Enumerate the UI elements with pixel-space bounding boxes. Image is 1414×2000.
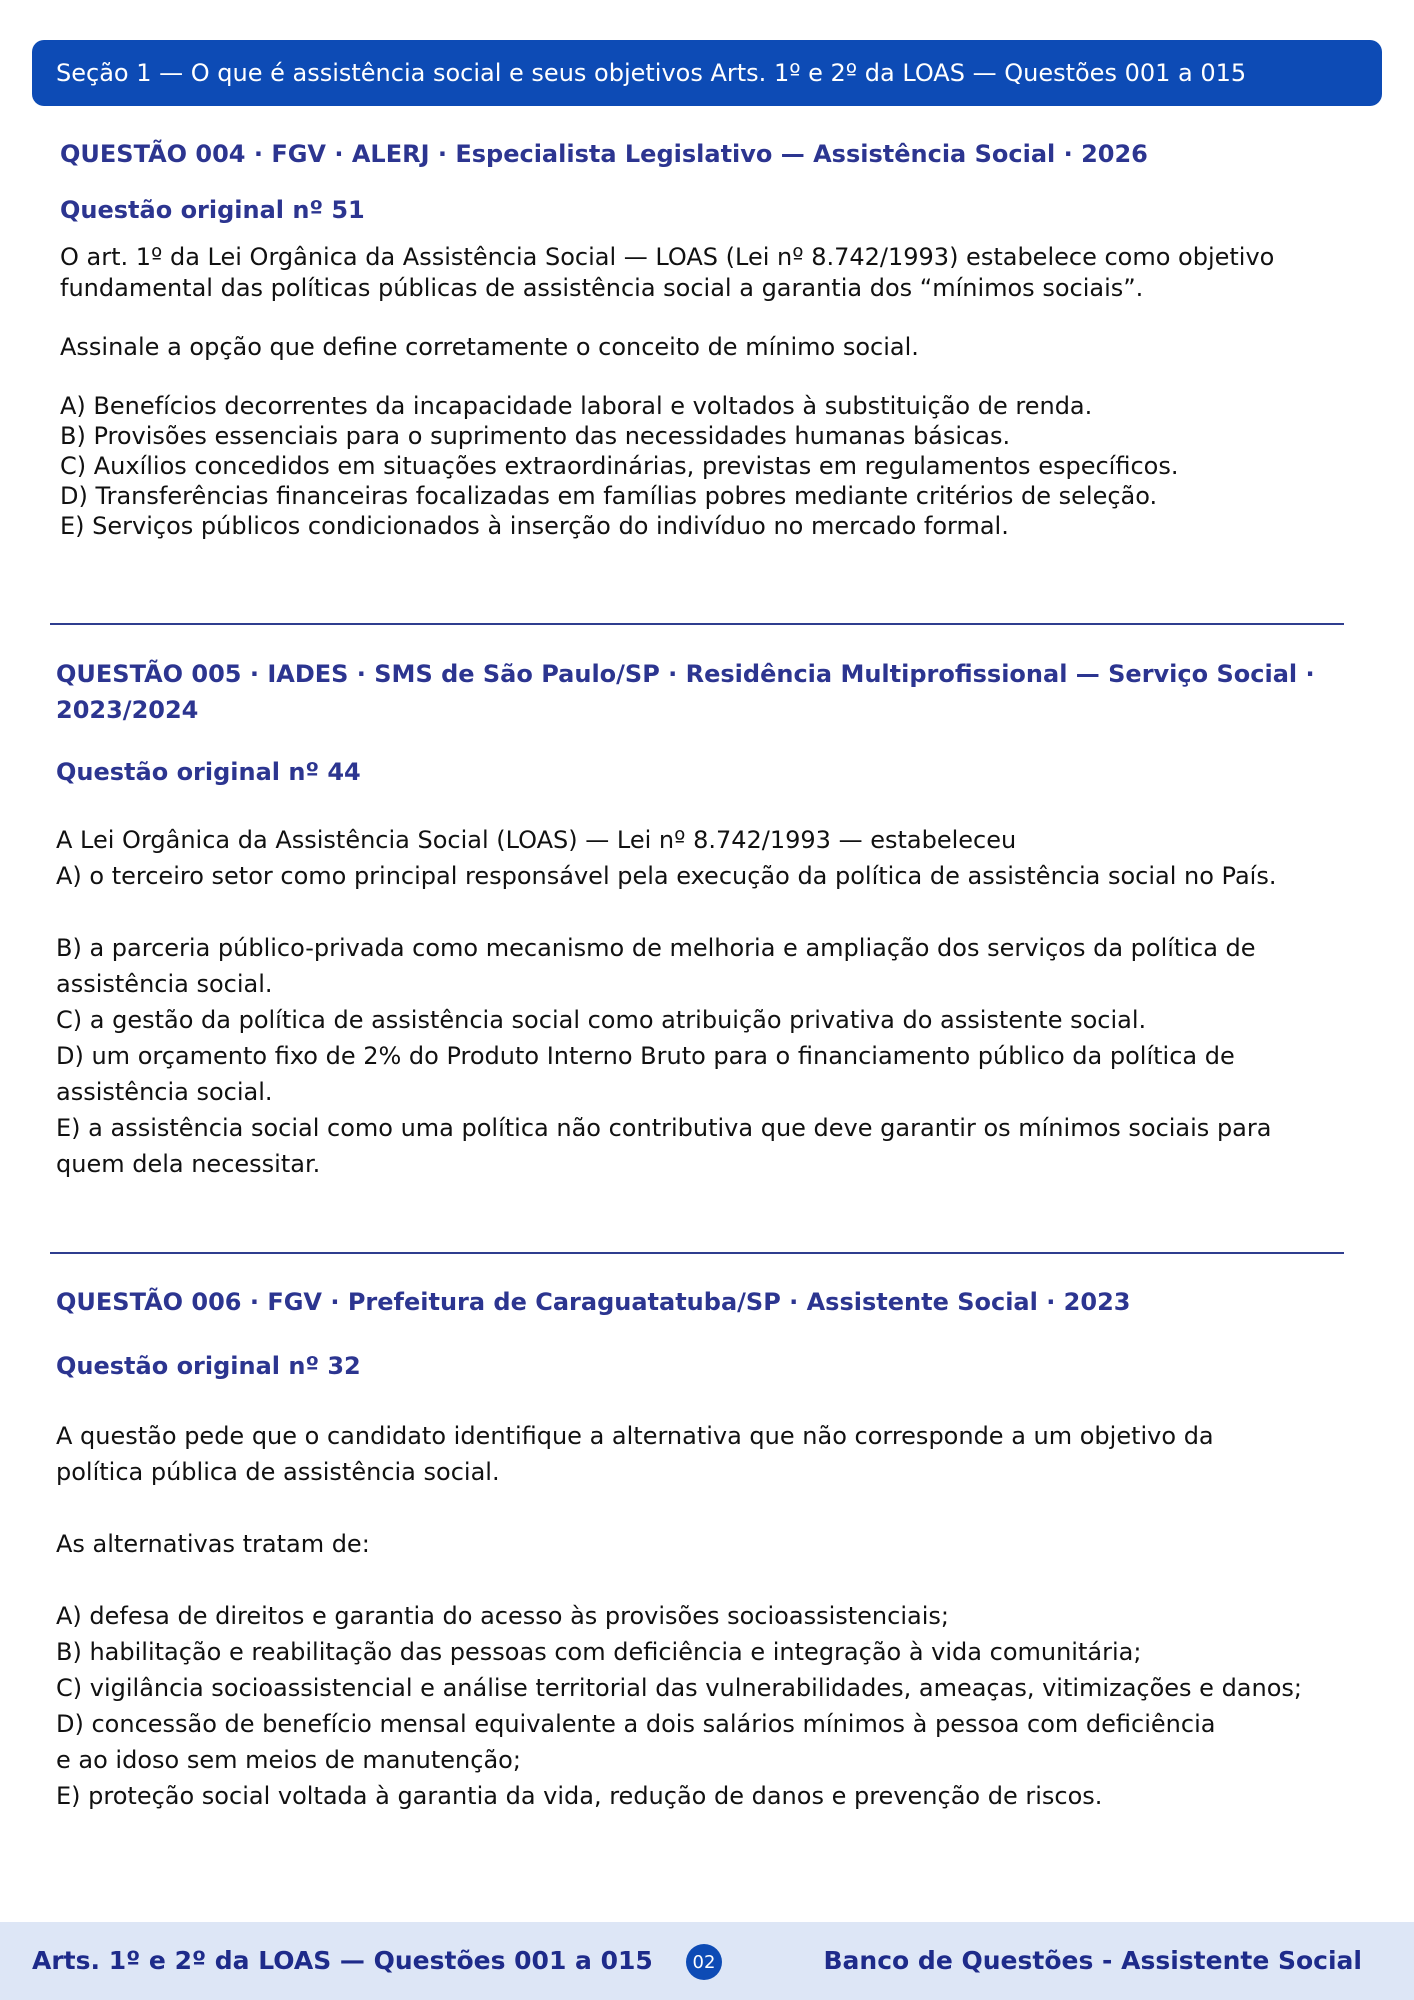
section-title: Seção 1 — O que é assistência social e seus objetivos Arts. 1º e 2º da LOAS — Questões 001 a 015 xyxy=(56,59,1247,87)
option-a: A) Benefícios decorrentes da incapacidade laboral e voltados à substituição de renda. xyxy=(60,392,1093,420)
question-title: QUESTÃO 005 · IADES · SMS de São Paulo/SP · Residência Multiprofissional — Serviço Social · 2023/2024 xyxy=(56,660,1315,724)
question-stem: A questão pede que o candidato identifique a alternativa que não corresponde a um objetivo da política pública de assistência social. xyxy=(56,1422,1214,1486)
option-b: B) Provisões essenciais para o suprimento das necessidades humanas básicas. xyxy=(60,422,1011,450)
option-e: E) a assistência social como uma política não contributiva que deve garantir os mínimos sociais para quem dela necessitar. xyxy=(56,1114,1272,1178)
question-stem: A Lei Orgânica da Assistência Social (LOAS) — Lei nº 8.742/1993 — estabeleceu xyxy=(56,826,1017,854)
divider xyxy=(50,1252,1344,1254)
original-question-number: Questão original nº 44 xyxy=(56,758,361,786)
option-c: C) a gestão da política de assistência social como atribuição privativa do assistente social. xyxy=(56,1006,1147,1034)
option-c: C) Auxílios concedidos em situações extraordinárias, previstas em regulamentos específicos. xyxy=(60,452,1179,480)
option-a: A) defesa de direitos e garantia do acesso às provisões socioassistenciais; xyxy=(56,1602,949,1630)
options-list xyxy=(56,1598,1306,1814)
options-list xyxy=(56,930,1296,1182)
question-title: QUESTÃO 004 · FGV · ALERJ · Especialista Legislativo — Assistência Social · 2026 xyxy=(60,140,1148,168)
question-004 xyxy=(60,136,1340,541)
option-d: D) concessão de benefício mensal equivalente a dois salários mínimos à pessoa com deficiência e ao idoso sem meios de manutenção; xyxy=(56,1710,1216,1774)
option-d: D) um orçamento fixo de 2% do Produto Interno Bruto para o financiamento público da política de assistência social. xyxy=(56,1042,1235,1106)
option-e: E) Serviços públicos condicionados à inserção do indivíduo no mercado formal. xyxy=(60,512,1009,540)
option-c: C) vigilância socioassistencial e análise territorial das vulnerabilidades, ameaças, vitimizações e danos; xyxy=(56,1674,1302,1702)
footer-section-label: Arts. 1º e 2º da LOAS — Questões 001 a 015 xyxy=(32,1946,653,1975)
divider xyxy=(50,623,1344,625)
original-question-number: Questão original nº 51 xyxy=(60,196,365,224)
question-command: Assinale a opção que define corretamente o conceito de mínimo social. xyxy=(60,333,919,361)
option-b: B) a parceria público-privada como mecanismo de melhoria e ampliação dos serviços da política de assistência social. xyxy=(56,934,1256,998)
question-title: QUESTÃO 006 · FGV · Prefeitura de Caraguatatuba/SP · Assistente Social · 2023 xyxy=(56,1288,1131,1316)
options-list xyxy=(60,391,1340,541)
option-b: B) habilitação e reabilitação das pessoas com deficiência e integração à vida comunitária; xyxy=(56,1638,1142,1666)
section-header-bar xyxy=(32,40,1382,106)
option-d: D) Transferências financeiras focalizadas em famílias pobres mediante critérios de seleção. xyxy=(60,482,1158,510)
page-number-badge: 02 xyxy=(686,1944,722,1980)
option-a: A) o terceiro setor como principal responsável pela execução da política de assistência social no País. xyxy=(56,862,1277,890)
footer-book-title: Banco de Questões - Assistente Social xyxy=(823,1946,1362,1975)
question-stem: O art. 1º da Lei Orgânica da Assistência Social — LOAS (Lei nº 8.742/1993) estabelece como objetivo fundamental das políticas públicas de assistência social a garantia dos “mínimos sociais”. xyxy=(60,243,1275,302)
question-006 xyxy=(56,1284,1346,1814)
option-e: E) proteção social voltada à garantia da vida, redução de danos e prevenção de riscos. xyxy=(56,1782,1103,1810)
original-question-number: Questão original nº 32 xyxy=(56,1352,361,1380)
alternatives-intro: As alternativas tratam de: xyxy=(56,1530,370,1558)
page-footer xyxy=(0,1922,1414,2000)
question-005 xyxy=(56,656,1346,1182)
